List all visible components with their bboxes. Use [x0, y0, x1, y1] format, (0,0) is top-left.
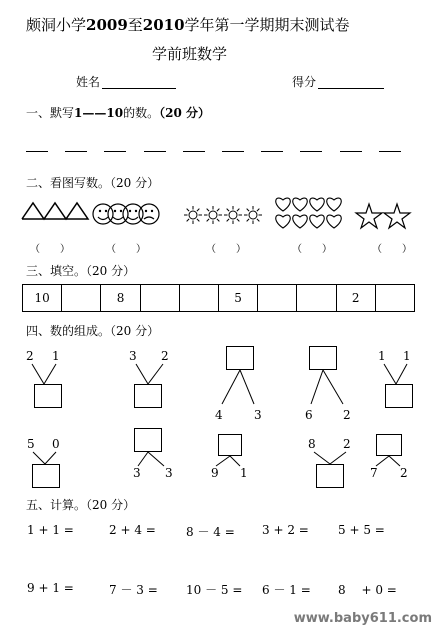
- calc-problem: 10 － 5 =: [186, 583, 243, 597]
- answer-paren-4[interactable]: （ ）: [292, 244, 332, 255]
- section1-suffix: 的数。: [123, 106, 160, 120]
- composition-bottom-right: 1: [240, 466, 248, 480]
- table-cell[interactable]: [141, 285, 180, 311]
- composition-top-left: 1: [378, 349, 386, 363]
- section1-range: 1——10: [74, 106, 124, 120]
- section1-title: [26, 104, 210, 121]
- answer-box[interactable]: [316, 464, 344, 488]
- calc-problem: 3 + 2 =: [262, 523, 309, 537]
- answer-paren-3[interactable]: （ ）: [206, 244, 246, 255]
- composition-top-left: 2: [26, 349, 34, 363]
- answer-box[interactable]: [385, 384, 413, 408]
- title-year-start: 2009: [86, 16, 128, 34]
- section1-points: （20 分）: [159, 106, 210, 120]
- sun-icon: [183, 205, 263, 227]
- composition-bottom-left: 7: [370, 466, 378, 480]
- calc-problem: 7 － 3 =: [109, 583, 158, 597]
- composition-top-left: 8: [308, 437, 316, 451]
- answer-box[interactable]: [134, 428, 162, 452]
- triangle-icon: [22, 201, 92, 221]
- table-cell[interactable]: 8: [101, 285, 140, 311]
- composition-top-left: 3: [129, 349, 137, 363]
- composition-top-right: 1: [52, 349, 60, 363]
- number-blank[interactable]: [144, 151, 166, 152]
- title-school: 颇洞小学: [26, 16, 87, 34]
- answer-box[interactable]: [376, 434, 402, 456]
- answer-box[interactable]: [32, 464, 60, 488]
- composition-bottom-right: 3: [165, 466, 173, 480]
- calc-problem: 9 + 1 =: [27, 581, 74, 595]
- exam-subtitle: 学前班数学: [152, 45, 228, 63]
- calc-problem: 8 + 0 =: [338, 583, 397, 597]
- calc-problem: 5 + 5 =: [338, 523, 385, 537]
- section3-title: 三、填空。（20 分）: [26, 264, 136, 278]
- table-cell[interactable]: [297, 285, 336, 311]
- answer-paren-2[interactable]: （ ）: [106, 244, 146, 255]
- table-cell[interactable]: [376, 285, 414, 311]
- section5-title: 五、计算。（20 分）: [26, 498, 136, 512]
- watermark: www.baby611.com: [293, 611, 432, 626]
- composition-top-right: 1: [403, 349, 411, 363]
- table-cell[interactable]: [258, 285, 297, 311]
- section2-title: 二、看图写数。（20 分）: [26, 176, 160, 190]
- name-field[interactable]: [102, 88, 176, 89]
- table-cell[interactable]: [180, 285, 219, 311]
- calc-problem: 6 － 1 =: [262, 583, 311, 597]
- answer-paren-1[interactable]: （ ）: [30, 244, 70, 255]
- number-blank[interactable]: [340, 151, 362, 152]
- number-blank[interactable]: [183, 151, 205, 152]
- composition-bottom-left: 3: [133, 466, 141, 480]
- smiley-face-icon: [92, 202, 164, 226]
- composition-top-right: 2: [161, 349, 169, 363]
- calc-problem: 2 + 4 =: [109, 523, 156, 537]
- title-mid: 至: [127, 16, 143, 34]
- answer-box[interactable]: [309, 346, 337, 370]
- section4-title: 四、数的组成。（20 分）: [26, 324, 160, 338]
- number-blank[interactable]: [26, 151, 48, 152]
- composition-top-right: 0: [52, 437, 60, 451]
- calc-problem: 8 － 4 =: [186, 525, 235, 539]
- composition-bottom-left: 6: [305, 408, 313, 422]
- calc-problem: 1 + 1 =: [27, 523, 74, 537]
- number-blank[interactable]: [65, 151, 87, 152]
- table-cell[interactable]: 5: [219, 285, 258, 311]
- name-label: 姓名: [76, 75, 101, 89]
- table-cell[interactable]: 2: [337, 285, 376, 311]
- number-blank[interactable]: [104, 151, 126, 152]
- number-blank[interactable]: [379, 151, 401, 152]
- answer-box[interactable]: [226, 346, 254, 370]
- number-blank[interactable]: [261, 151, 283, 152]
- composition-bottom-right: 3: [254, 408, 262, 422]
- composition-bottom-left: 4: [215, 408, 223, 422]
- composition-top-right: 2: [343, 437, 351, 451]
- fill-in-table: [22, 284, 415, 312]
- section1-prefix: 一、默写: [26, 106, 75, 120]
- exam-title: [26, 14, 350, 35]
- answer-box[interactable]: [34, 384, 62, 408]
- heart-icon: [275, 196, 347, 232]
- table-cell[interactable]: 10: [23, 285, 62, 311]
- composition-top-left: 5: [27, 437, 35, 451]
- composition-bottom-right: 2: [343, 408, 351, 422]
- star-icon: [356, 203, 412, 229]
- title-suffix: 学年第一学期期末测试卷: [184, 16, 350, 34]
- answer-box[interactable]: [134, 384, 162, 408]
- score-field[interactable]: [318, 88, 384, 89]
- number-blank[interactable]: [300, 151, 322, 152]
- number-blank[interactable]: [222, 151, 244, 152]
- answer-paren-5[interactable]: （ ）: [372, 244, 412, 255]
- composition-bottom-right: 2: [400, 466, 408, 480]
- score-label: 得分: [292, 75, 317, 89]
- title-year-end: 2010: [142, 16, 185, 34]
- answer-box[interactable]: [218, 434, 242, 456]
- composition-bottom-left: 9: [211, 466, 219, 480]
- table-cell[interactable]: [62, 285, 101, 311]
